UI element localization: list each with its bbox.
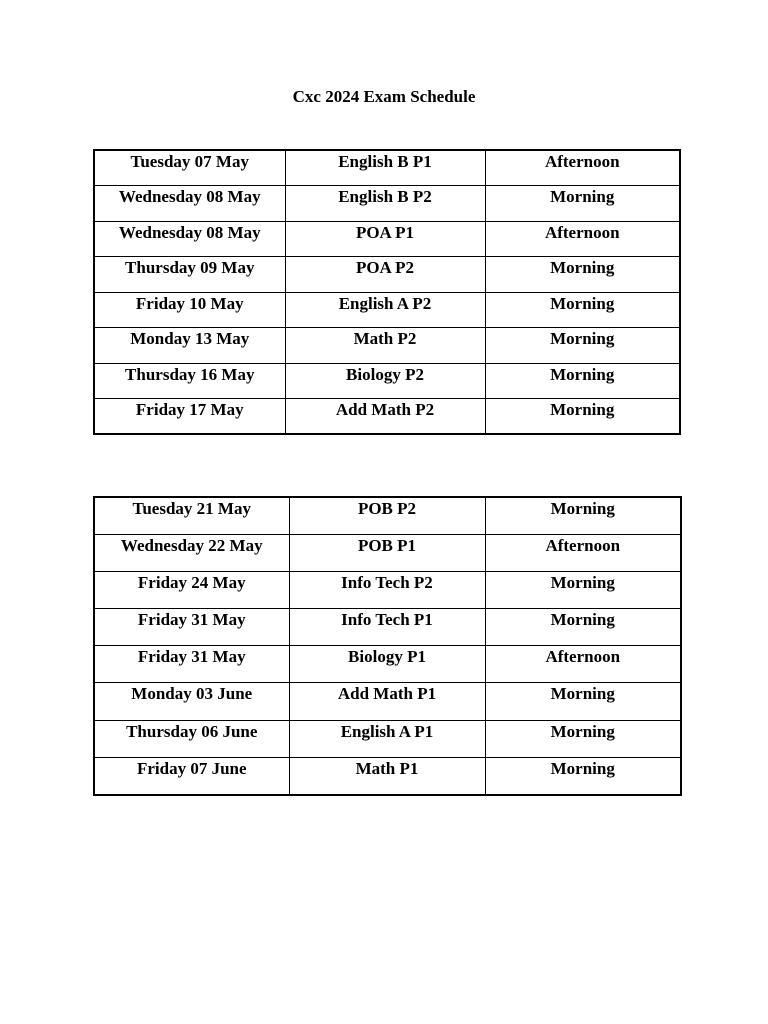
- exam-date-cell: Friday 31 May: [94, 646, 289, 683]
- table-row: [94, 609, 681, 646]
- table-row: [94, 186, 680, 222]
- exam-session-cell: Afternoon: [485, 646, 681, 683]
- exam-session-cell: Morning: [485, 720, 681, 757]
- exam-date-cell: Friday 10 May: [94, 292, 285, 328]
- table-row: [94, 257, 680, 293]
- exam-session-cell: Afternoon: [485, 150, 680, 186]
- exam-session-cell: Morning: [485, 757, 681, 794]
- exam-subject-cell: Add Math P1: [289, 683, 485, 720]
- schedule-table-1: [93, 149, 681, 435]
- exam-session-cell: Morning: [485, 292, 680, 328]
- table-row: [94, 534, 681, 571]
- table-row: [94, 221, 680, 257]
- exam-date-cell: Wednesday 22 May: [94, 534, 289, 571]
- exam-subject-cell: Add Math P2: [285, 399, 485, 435]
- exam-date-cell: Monday 03 June: [94, 683, 289, 720]
- table-row: [94, 683, 681, 720]
- table-row: [94, 150, 680, 186]
- table-row: [94, 757, 681, 794]
- exam-session-cell: Morning: [485, 571, 681, 608]
- exam-date-cell: Friday 24 May: [94, 571, 289, 608]
- exam-subject-cell: Biology P2: [285, 363, 485, 399]
- exam-date-cell: Tuesday 07 May: [94, 150, 285, 186]
- exam-date-cell: Friday 17 May: [94, 399, 285, 435]
- exam-session-cell: Morning: [485, 497, 681, 534]
- exam-subject-cell: Biology P1: [289, 646, 485, 683]
- exam-session-cell: Morning: [485, 186, 680, 222]
- exam-session-cell: Afternoon: [485, 221, 680, 257]
- exam-session-cell: Morning: [485, 609, 681, 646]
- table-row: [94, 497, 681, 534]
- exam-subject-cell: POA P2: [285, 257, 485, 293]
- exam-date-cell: Wednesday 08 May: [94, 186, 285, 222]
- exam-date-cell: Thursday 16 May: [94, 363, 285, 399]
- exam-date-cell: Friday 07 June: [94, 757, 289, 794]
- exam-subject-cell: English A P2: [285, 292, 485, 328]
- table-row: [94, 399, 680, 435]
- exam-session-cell: Morning: [485, 363, 680, 399]
- exam-date-cell: Tuesday 21 May: [94, 497, 289, 534]
- exam-session-cell: Morning: [485, 683, 681, 720]
- exam-date-cell: Wednesday 08 May: [94, 221, 285, 257]
- table-row: [94, 363, 680, 399]
- exam-session-cell: Morning: [485, 257, 680, 293]
- exam-subject-cell: POB P2: [289, 497, 485, 534]
- exam-date-cell: Friday 31 May: [94, 609, 289, 646]
- exam-date-cell: Thursday 09 May: [94, 257, 285, 293]
- table-row: [94, 328, 680, 364]
- exam-subject-cell: Math P1: [289, 757, 485, 794]
- exam-session-cell: Morning: [485, 399, 680, 435]
- exam-date-cell: Thursday 06 June: [94, 720, 289, 757]
- schedule-table-2: [93, 496, 682, 796]
- exam-session-cell: Morning: [485, 328, 680, 364]
- exam-subject-cell: English B P1: [285, 150, 485, 186]
- exam-subject-cell: English A P1: [289, 720, 485, 757]
- exam-subject-cell: English B P2: [285, 186, 485, 222]
- table-row: [94, 720, 681, 757]
- document-title: Cxc 2024 Exam Schedule: [292, 87, 476, 106]
- table-row: [94, 292, 680, 328]
- exam-date-cell: Monday 13 May: [94, 328, 285, 364]
- exam-subject-cell: Math P2: [285, 328, 485, 364]
- exam-session-cell: Afternoon: [485, 534, 681, 571]
- exam-subject-cell: POA P1: [285, 221, 485, 257]
- exam-subject-cell: Info Tech P2: [289, 571, 485, 608]
- exam-subject-cell: POB P1: [289, 534, 485, 571]
- table-row: [94, 646, 681, 683]
- exam-subject-cell: Info Tech P1: [289, 609, 485, 646]
- table-row: [94, 571, 681, 608]
